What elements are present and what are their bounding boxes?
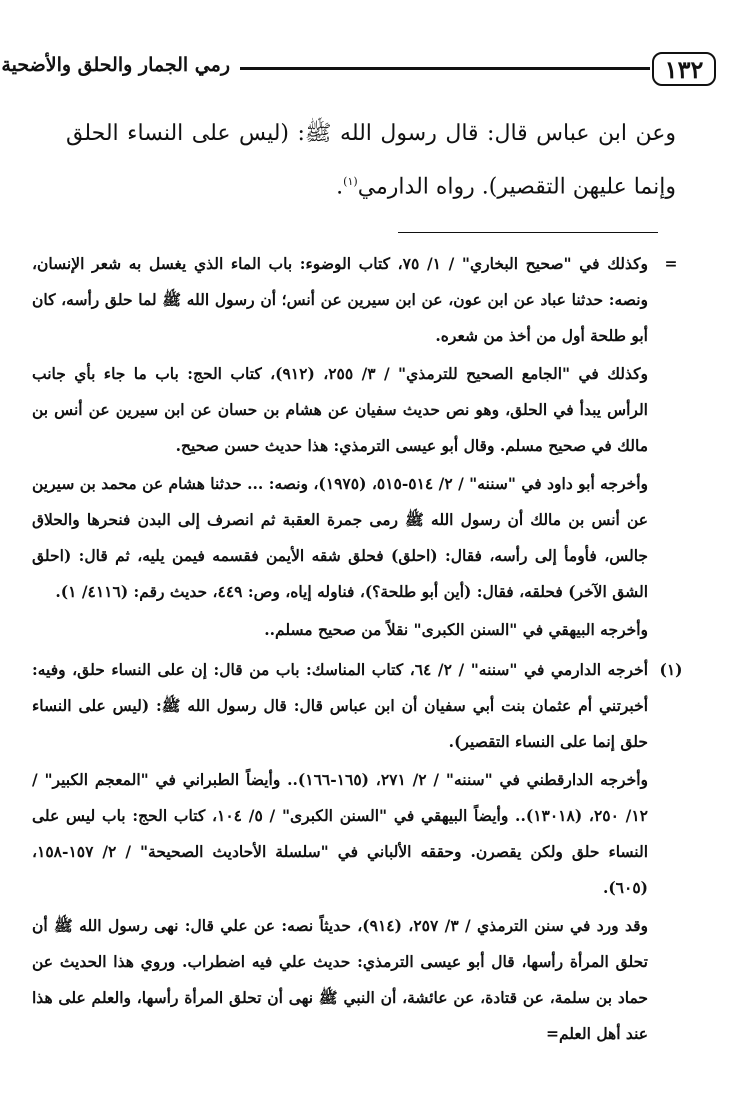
page-number: ١٣٢ [652, 52, 716, 86]
footnote-paragraph: وأخرجه البيهقي في "السنن الكبرى" نقلاً من صحيح مسلم.. [264, 620, 648, 639]
footnote-1 [32, 652, 688, 1052]
footnote-paragraph: وكذلك في "الجامع الصحيح للترمذي" / ٣/ ٢٥٥، (٩١٢)، كتاب الحج: باب ما جاء بأي جانب الرأس يبدأ في الحلق، وهو نص حديث سفيان عن هشام بن حسان عن ابن سيرين عن أنس بن مالك في صحيح مسلم. وقال أبو عيسى الترمذي: هذا حديث حسن صحيح. [32, 364, 648, 455]
running-title: رمي الجمار والحلق والأضحية [1, 54, 230, 76]
main-paragraph: وعن ابن عباس قال: قال رسول الله ﷺ: (ليس على النساء الحلق وإنما عليهن التقصير). رواه الدارمي$^{(١)}$. [66, 121, 676, 200]
footnote-paragraph: وأخرجه الدارقطني في "سننه" / ٢/ ٢٧١، (١٦٥-١٦٦).. وأيضاً الطبراني في "المعجم الكبير" / ١٢/ ٢٥٠، (١٣٠١٨).. وأيضاً البيهقي في "السنن الكبرى" / ٥/ ١٠٤، كتاب الحج: باب ليس على النساء حلق ولكن يقصرن. وحققه الألباني في "سلسلة الأحاديث الصحيحة" / ٢/ ١٥٧-١٥٨، (٦٠٥). [32, 770, 649, 897]
header-rule [240, 67, 650, 70]
footnote-paragraph: وقد ورد في سنن الترمذي / ٣/ ٢٥٧، (٩١٤)، حديثاً نصه: عن علي قال: نهى رسول الله ﷺ أن تحلق المرأة رأسها، قال أبو عيسى الترمذي: حديث علي فيه اضطراب. وروي هذا الحديث عن حماد بن سلمة، عن قتادة، عن عائشة، أن النبي ﷺ نهى أن تحلق المرأة رأسها، والعلم على هذا عند أهل العلم= [32, 916, 649, 1043]
footnote-paragraph: وكذلك في "صحيح البخاري" / ١/ ٧٥، كتاب الوضوء: باب الماء الذي يغسل به شعر الإنسان، ونصه: حدثنا عباد عن ابن عون، عن ابن سيرين عن أنس؛ أن رسول الله ﷺ لما حلق رأسه، كان أبو طلحة أول من أخذ من شعره. [32, 254, 648, 345]
footnotes [32, 246, 688, 1052]
footnote-paragraph: أخرجه الدارمي في "سننه" / ٢/ ٦٤، كتاب المناسك: باب من قال: إن على النساء حلق، وفيه: أخبرتني أم عثمان بنت أبي سفيان أن ابن عباس قال: قال رسول الله ﷺ: (ليس على النساء حلق إنما على النساء التقصير). [32, 660, 648, 751]
continuation-marker: = [664, 254, 678, 273]
footnote-reference: (١) [343, 175, 358, 188]
main-paragraph-text: وعن ابن عباس قال: قال رسول الله ﷺ: (ليس على النساء الحلق وإنما عليهن التقصير). رواه الدارمي [66, 121, 676, 200]
page-header [1, 50, 716, 96]
main-text [66, 110, 676, 211]
footnote-separator [398, 232, 658, 233]
footnote-paragraph: وأخرجه أبو داود في "سننه" / ٢/ ٥١٤-٥١٥، (١٩٧٥)، ونصه: ... حدثنا هشام عن محمد بن سيرين عن أنس بن مالك أن رسول الله ﷺ رمى جمرة العقبة ثم انصرف إلى البدن فنحرها والحلاق جالس، فأومأ إلى رأسه، فقال: (احلق) فحلق شقه الأيمن فقسمه فيمن يليه، ثم قال: (احلق الشق الآخر) فحلقه، فقال: (أين أبو طلحة؟)، فناوله إياه، وص: ٤٤٩، حديث رقم: (٤١١٦/ ١). [32, 474, 648, 601]
footnote-number: (١) [659, 660, 683, 679]
footnote-continued [32, 246, 688, 648]
